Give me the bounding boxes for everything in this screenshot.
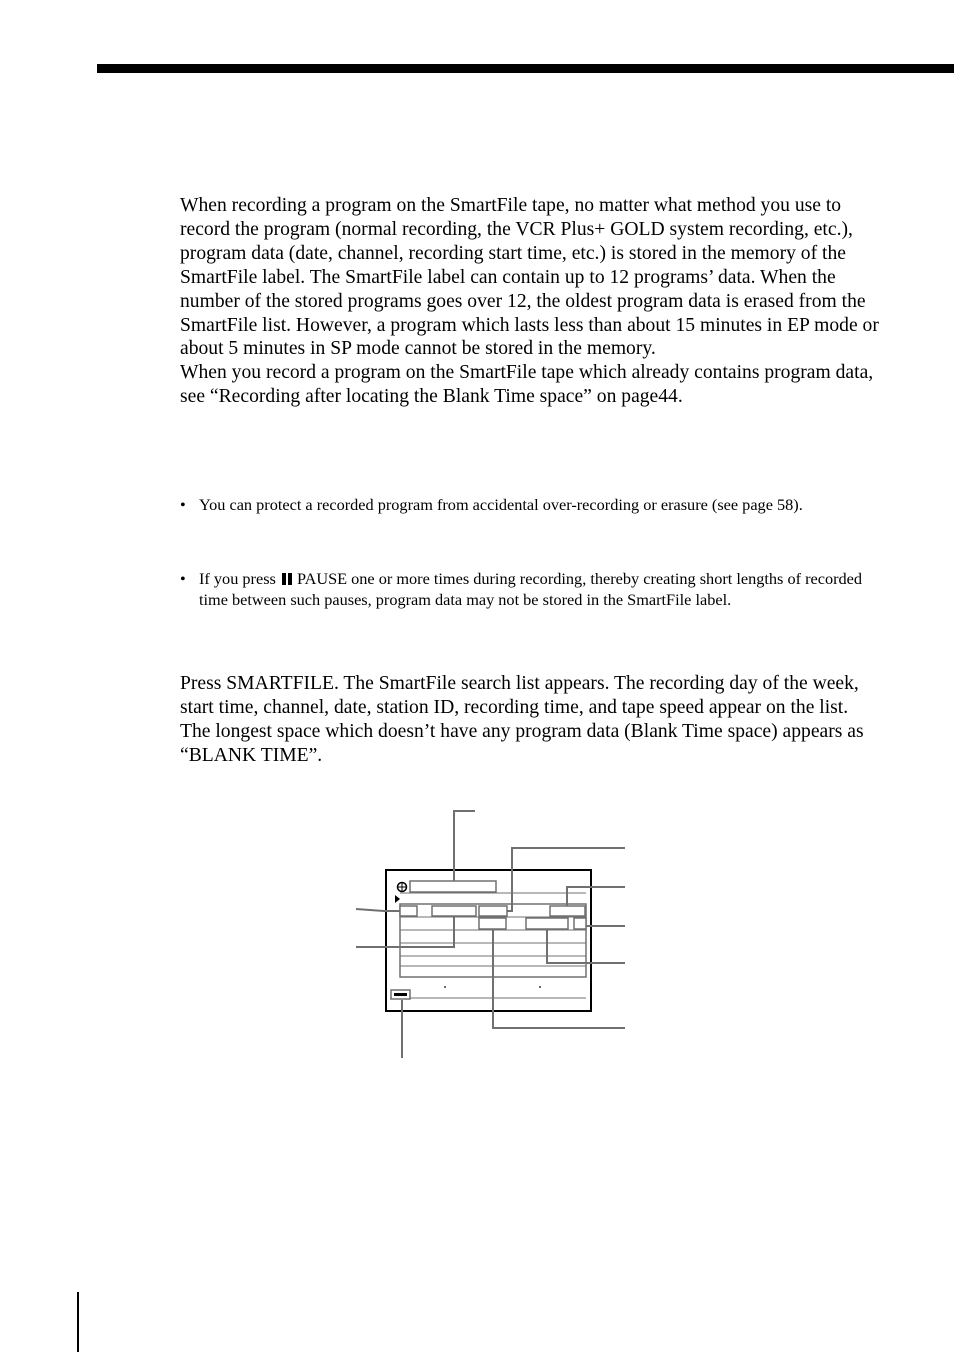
intro-paragraph-1: When recording a program on the SmartFile tape, no matter what method you use to record the program (normal recording, the VCR Plus+ GOLD system recording, etc.), program data (date, channel, recording start time, etc.) is stored in the memory of the SmartFile label. The SmartFile label can contain up to 12 programs’ data. When the number of the stored programs goes over 12, the oldest program data is erased from the SmartFile list. However, a program which lasts less than about 15 minutes in EP mode or about 5 minutes in SP mode cannot be stored in the memory.: [180, 195, 879, 360]
note-text-start: If you press: [199, 569, 280, 588]
tape-indicator-fill: [394, 993, 407, 996]
dot-marker: [444, 986, 446, 988]
start-time-field-box: [432, 906, 476, 916]
step-text: Press SMARTFILE. The SmartFile search list appears. The recording day of the week, start time, channel, date, station ID, recording time, and tape speed appear on the list. The longest space which doesn’t have any program data (Blank Time space) appears as “BLANK TIME”.: [180, 673, 864, 766]
bullet: •: [180, 495, 186, 514]
note-text: You can protect a recorded program from accidental over-recording or erasure (see page 58).: [199, 495, 803, 514]
date-field-box: [479, 918, 506, 929]
screen-frame: [386, 870, 591, 1011]
note-text-end: PAUSE one or more times during recording, thereby creating short lengths of recorded time between such pauses, program data may not be stored in the SmartFile label.: [199, 569, 863, 609]
bullet: •: [180, 569, 186, 588]
smartfile-logo-icon: [397, 882, 407, 892]
recording-time-field-box: [526, 918, 568, 929]
tape-speed-field-box: [574, 918, 586, 929]
channel-field-box: [479, 906, 507, 916]
day-field-box: [400, 906, 417, 916]
dot-marker: [539, 986, 541, 988]
intro-paragraph-2: When you record a program on the SmartFile tape which already contains program data, see “Recording after locating the Blank Time space” on page44.: [180, 362, 874, 408]
station-id-field-box: [550, 906, 585, 916]
